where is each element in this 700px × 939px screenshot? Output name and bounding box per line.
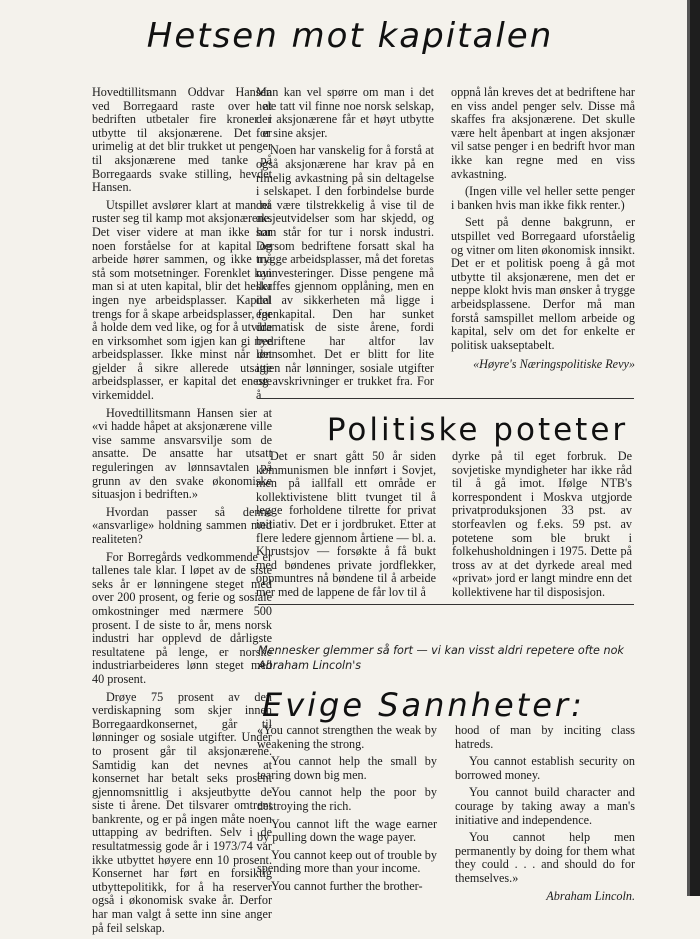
- paragraph: You cannot keep out of trouble by spending more than your income.: [257, 847, 437, 876]
- article1-column-3: [451, 86, 635, 372]
- paragraph: Utspillet avslører klart at man nå ruster seg til kamp mot aksjonærene. Det viser videre at man ikke har noen forståelse for at kapital og arbeide hører sammen, og ikke må stå som motsetninger. Forenklet kan man si at uten kapital, blir det heller ingen nye arbeidsplasser. Kapital trengs for å skape arbeidsplasser, for å holde dem ved like, og for å utvide en virksomhet som igjen kan gi nye arbeidsplasser. Ikke minst når det gjelder å sikre allerede utsatte arbeidsplasser, er kapital det eneste virkemiddel.: [92, 197, 272, 403]
- article1-column-2: [256, 86, 434, 407]
- paragraph: (Ingen ville vel heller sette penger i banken hvis man ikke fikk renter.): [451, 184, 635, 212]
- paragraph: You cannot further the brother-: [271, 878, 423, 893]
- paragraph: oppnå lån kreves det at bedriftene har en viss andel penger selv. Disse må skaffes fra aksjonærene. Det skulle være helt åpenbart at ingen aksjonær vil satse penger i en bedrift hvor man ikke kan regne med en viss avkastning.: [451, 85, 635, 181]
- paragraph: You cannot help the small by tearing down big men.: [257, 754, 437, 782]
- paragraph: Hovedtillitsmann Oddvar Hansen ved Borregaard raste over at bedriften utbetaler fire kroner i utbytte til aksjonærene. Det er urimelig at det blir trukket ut penger til aksjonærene med tanke på Borregaards svake stilling, hevdet Hansen.: [92, 85, 272, 195]
- article2-column-1: [256, 450, 436, 604]
- article3-column-1: [257, 724, 437, 898]
- divider-rule: [258, 398, 634, 399]
- divider-rule: [258, 604, 634, 605]
- article3-column-2: [455, 724, 635, 903]
- article1-column-1: [92, 86, 272, 939]
- lincoln-signature: Abraham Lincoln.: [546, 888, 635, 903]
- article-title-evige-sannheter: Evige Sannheter:: [262, 686, 585, 724]
- paragraph: Sett på denne bakgrunn, er utspillet ved Borregaard uforståelig og vitner om liten økonomisk innsikt. Det er et politisk poeng å gå mot utbytte til aksjonærene, men det er neppe klokt hvis man ønsker å trygge arbeidsplassene. Derfor må man forstå samspillet mellom arbeide og kapital, selv om det for enkelte er politisk uakseptabelt.: [451, 215, 635, 352]
- article1-source: «Høyre's Næringspolitiske Revy»: [473, 357, 635, 372]
- page-edge: [690, 0, 700, 896]
- article2-column-2: [452, 450, 632, 604]
- paragraph: You cannot help the poor by destroying the rich.: [257, 785, 437, 813]
- paragraph: You cannot help men permanently by doing for them what they could . . . and should do for themselves.»: [455, 830, 635, 885]
- lincoln-intro: Mennesker glemmer så fort — vi kan visst aldri repetere ofte nok Abraham Lincoln's: [258, 644, 624, 672]
- paragraph: Hvordan passer så denne «ansvarlige» holdning sammen med realiteten?: [92, 504, 272, 546]
- paragraph: You cannot lift the wage earner by pulling down the wage payer.: [257, 816, 437, 845]
- article-title-politiske-poteter: Politiske poteter: [326, 412, 629, 448]
- paragraph: Hovedtillitsmann Hansen sier at «vi hadde håpet at aksjonærene ville vise samme ansvarsvilje som de ansatte. De ansatte har utsatt reguleringen av lønnsavtalen på grunn av den svake økonomiske situasjon i bedriften.»: [92, 405, 272, 502]
- paragraph: For Borregårds vedkommende er tallenes tale klar. I løpet av de siste seks år er lønningene steget med over 200 prosent, og ferie og sosiale omkostninger med nærmere 500 prosent. I de siste to år, mens norsk industri har opplevd de dårligste resultatene på lenge, er norske industriarbeideres lønn steget med 40 prosent.: [92, 549, 272, 686]
- article-title-hetsen: Hetsen mot kapitalen: [146, 16, 554, 56]
- paragraph: dyrke på til eget forbruk. De sovjetiske myndigheter har ikke råd til å gå imot. Ifølge NTB's korrespondent i Moskva utgjorde privatproduksjonen 33 pst. av storfeavlen og f.eks. 59 pst. av potetene som ble brukt i folkehusholdningen i 1975. Dette på tross av at det dyrkede areal med «privat» jord er langt mindre enn det kollektivene har til disposisjon.: [452, 449, 632, 599]
- paragraph: hood of man by inciting class hatreds.: [455, 723, 635, 751]
- paragraph: Det er snart gått 50 år siden kommunismen ble innført i Sovjet, men på iallfall ett område er kollektivistene blitt tvunget til å legge forholdene tilrette for privat initiativ. Det er i jordbruket. Etter at flere ledere gjennom årtiene — bl. a. Khrustsjov — forsøkte å få bukt med bøndenes private jordflekker, oppmuntres nå bøndene til å arbeide mer med de lappene de får lov til å: [256, 449, 436, 599]
- paragraph: Noen har vanskelig for å forstå at også aksjonærene har krav på en rimelig avkastning på sin deltagelse i selskapet. I den forbindelse burde det være tilstrekkelig å vise til de aksjeutvidelser som har skjedd, og som står for tur i norsk industri. Dersom bedriftene forsatt skal ha trygge arbeidsplasser, må det foretas nyinvesteringer. Disse pengene må skaffes gjennom opplåning, men en del av sikkerheten må ligge i egenkapital. Den har sunket dramatisk de siste årene, fordi bedriftene har altfor lav lønnsomhet. Det er blitt for lite igjen når lønninger, sosiale utgifter og avskrivninger er trukket fra. For å: [256, 143, 434, 403]
- paragraph: You cannot establish security on borrowed money.: [455, 754, 635, 782]
- paragraph: Man kan vel spørre om man i det hele tatt vil finne noe norsk selskap, der aksjonærene får et høyt utbytte for sine aksjer.: [256, 85, 434, 140]
- paragraph: Drøye 75 prosent av den verdiskapning som skjer innen Borregaardkonsernet, går til lønninger og sosiale utgifter. Under to prosent går til aksjonærene. Samtidig kan det nevnes at konsernet har betalt seks prosent gjennomsnittlig i aksjeutbytte de siste ti årene. Det tilsvarer omtrent bankrente, og er på ingen måte noen uttapping av bedriften. Selv i de resultatmessig gode år i 1973/74 var ikke utbyttet høyere enn 10 prosent. Konsernet har ført en forsiktig utbyttepolitikk, for å ha reserver også i økonomisk svake år. Derfor har man valgt å sette inn sine anger på feil selskap.: [92, 689, 272, 935]
- paragraph: «You cannot strengthen the weak by weakening the strong.: [257, 723, 437, 751]
- paragraph: You cannot build character and courage by taking away a man's initiative and independence.: [455, 785, 635, 827]
